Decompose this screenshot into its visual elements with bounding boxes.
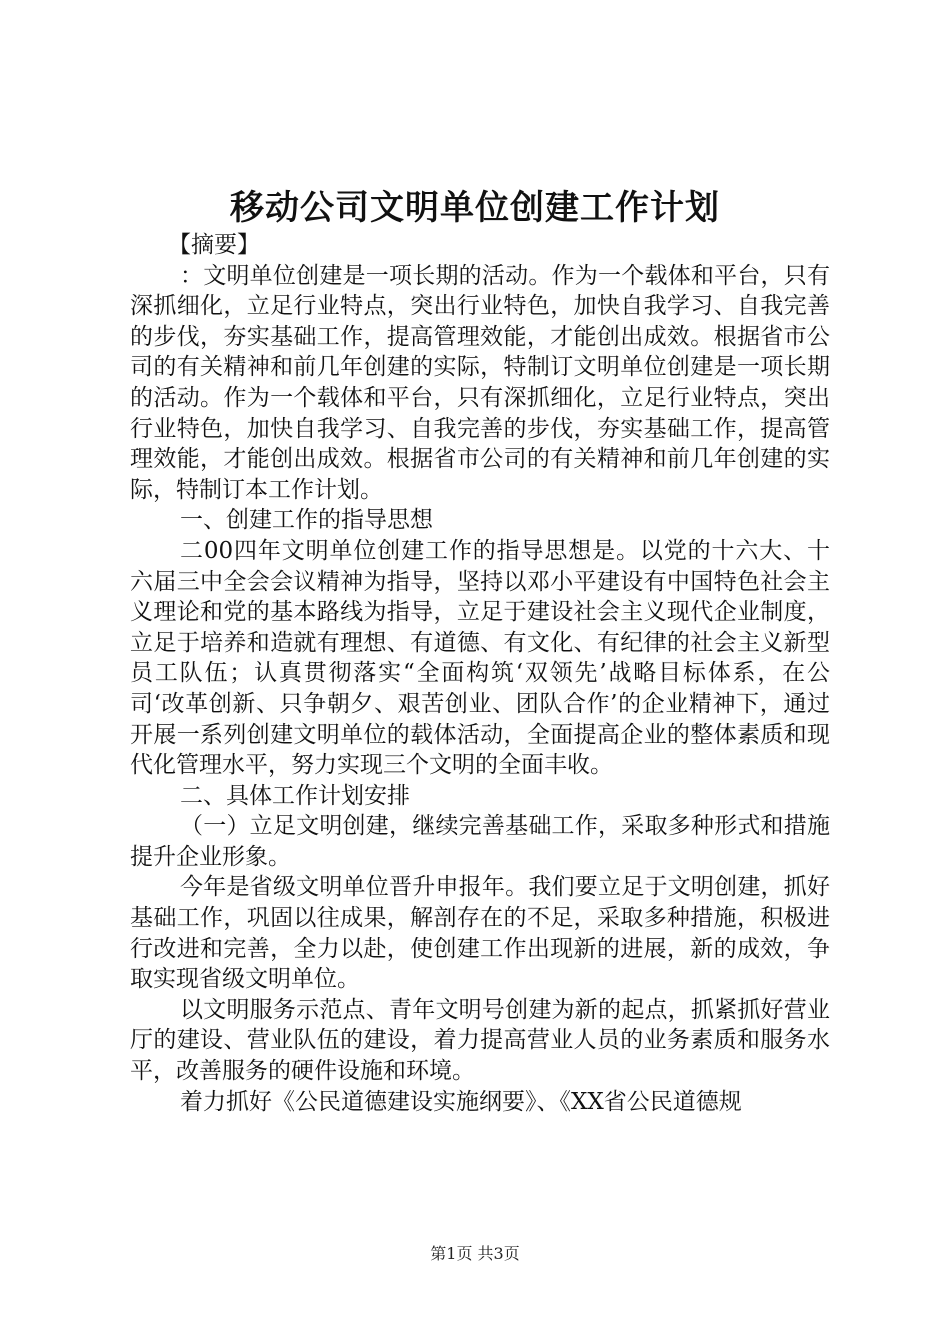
- abstract-heading: 【摘要】: [168, 232, 260, 258]
- section-heading: 二、具体工作计划安排: [180, 782, 410, 809]
- paragraph: 以文明服务示范点、青年文明号创建为新的起点，抓紧抓好营业厅的建设、营业队伍的建设，着力提高营业人员的业务素质和服务水平，改善服务的硬件设施和环境。: [130, 996, 830, 1085]
- paragraph: 今年是省级文明单位晋升申报年。我们要立足于文明创建，抓好基础工作，巩固以往成果，解剖存在的不足，采取多种措施，积极进行改进和完善，全力以赴，使创建工作出现新的进展，新的成效，争取实现省级文明单位。: [130, 874, 830, 993]
- section-heading: 一、创建工作的指导思想: [180, 507, 433, 534]
- paragraph: ：文明单位创建是一项长期的活动。作为一个载体和平台，只有深抓细化，立足行业特点，突出行业特色，加快自我学习、自我完善的步伐，夯实基础工作，提高管理效能，才能创出成效。根据省市公司的有关精神和前几年创建的实际，特制订文明单位创建是一项长期的活动。作为一个载体和平台，只有深抓细化，立足行业特点，突出行业特色，加快自我学习、自我完善的步伐，夯实基础工作，提高管理效能，才能创出成效。根据省市公司的有关精神和前几年创建的实际，特制订本工作计划。: [130, 262, 830, 503]
- page-number-footer: 第1页 共3页: [430, 1244, 520, 1263]
- paragraph: 着力抓好《公民道德建设实施纲要》、《XX省公民道德规: [180, 1088, 742, 1115]
- paragraph: 二00四年文明单位创建工作的指导思想是。以党的十六大、十六届三中全会会议精神为指导，坚持以邓小平建设有中国特色社会主义理论和党的基本路线为指导，立足于建设社会主义现代企业制度，立足于培养和造就有理想、有道德、有文化、有纪律的社会主义新型员工队伍；认真贯彻落实“全面构筑‘双领先’战略目标体系，在公司‘改革创新、只争朝夕、艰苦创业、团队合作’的企业精神下，通过开展一系列创建文明单位的载体活动，全面提高企业的整体素质和现代化管理水平，努力实现三个文明的全面丰收。: [130, 537, 830, 779]
- document-body: [130, 230, 830, 1117]
- document-title: 移动公司文明单位创建工作计划: [230, 188, 720, 228]
- subsection-heading: （一）立足文明创建，继续完善基础工作，采取多种形式和措施提升企业形象。: [130, 813, 830, 870]
